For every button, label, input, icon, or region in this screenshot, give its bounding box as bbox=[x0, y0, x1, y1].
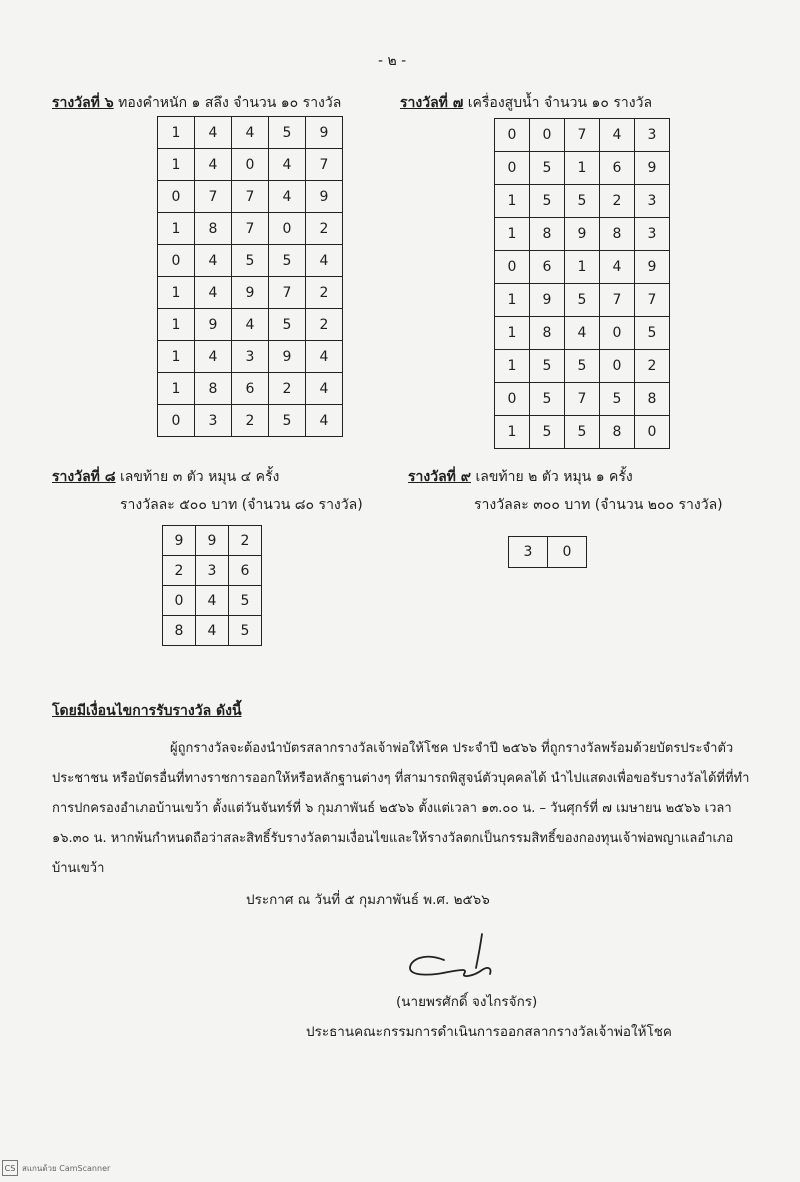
prize9-sub: รางวัลละ ๓๐๐ บาท (จำนวน ๒๐๐ รางวัล) bbox=[474, 497, 723, 513]
table-cell: 8 bbox=[600, 218, 635, 251]
table-row bbox=[495, 218, 670, 251]
table-row bbox=[158, 117, 343, 149]
prize9-desc: เลขท้าย ๒ ตัว หมุน ๑ ครั้ง bbox=[471, 469, 633, 485]
table-cell: 9 bbox=[195, 309, 232, 341]
table-cell: 5 bbox=[635, 317, 670, 350]
prize7-table bbox=[494, 118, 670, 449]
table-cell: 1 bbox=[565, 152, 600, 185]
table-row bbox=[495, 185, 670, 218]
table-cell: 1 bbox=[495, 416, 530, 449]
table-cell: 0 bbox=[495, 119, 530, 152]
table-row bbox=[158, 373, 343, 405]
table-cell: 5 bbox=[530, 350, 565, 383]
table-cell: 5 bbox=[530, 152, 565, 185]
table-cell: 4 bbox=[195, 149, 232, 181]
table-cell: 1 bbox=[495, 350, 530, 383]
conditions-line-1: ผู้ถูกรางวัลจะต้องนำบัตรสลากรางวัลเจ้าพ่อให้โชค ประจำปี ๒๕๖๖ ที่ถูกรางวัลพร้อมด้วยบัตรประจำตัว bbox=[170, 741, 734, 756]
table-cell: 5 bbox=[530, 416, 565, 449]
table-cell: 4 bbox=[195, 245, 232, 277]
table-cell: 4 bbox=[306, 405, 343, 437]
table-row bbox=[158, 405, 343, 437]
camscanner-logo: CS bbox=[2, 1160, 18, 1176]
table-cell: 0 bbox=[495, 383, 530, 416]
table-cell: 8 bbox=[195, 373, 232, 405]
table-cell: 2 bbox=[635, 350, 670, 383]
signature-icon bbox=[404, 930, 496, 982]
table-cell: 0 bbox=[530, 119, 565, 152]
table-cell: 8 bbox=[635, 383, 670, 416]
table-cell: 7 bbox=[232, 213, 269, 245]
table-cell: 5 bbox=[269, 405, 306, 437]
table-cell: 4 bbox=[195, 117, 232, 149]
table-cell: 0 bbox=[158, 181, 195, 213]
prize8-heading bbox=[52, 466, 279, 488]
table-cell: 7 bbox=[600, 284, 635, 317]
table-row bbox=[163, 586, 262, 616]
signer-title: ประธานคณะกรรมการดำเนินการออกสลากรางวัลเจ้าพ่อให้โชค bbox=[306, 1024, 672, 1040]
table-cell: 5 bbox=[229, 586, 262, 616]
table-cell: 2 bbox=[269, 373, 306, 405]
conditions-line-5: บ้านเขว้า bbox=[52, 861, 105, 876]
table-cell: 4 bbox=[306, 373, 343, 405]
table-cell: 4 bbox=[306, 245, 343, 277]
table-cell: 9 bbox=[635, 152, 670, 185]
table-cell: 0 bbox=[163, 586, 196, 616]
table-cell: 7 bbox=[306, 149, 343, 181]
table-cell: 4 bbox=[306, 341, 343, 373]
table-cell: 7 bbox=[565, 383, 600, 416]
table-cell: 9 bbox=[530, 284, 565, 317]
table-cell: 0 bbox=[269, 213, 306, 245]
table-row bbox=[163, 526, 262, 556]
table-cell: 0 bbox=[548, 537, 587, 568]
table-cell: 3 bbox=[196, 556, 229, 586]
table-cell: 4 bbox=[232, 309, 269, 341]
prize8-sub: รางวัลละ ๕๐๐ บาท (จำนวน ๘๐ รางวัล) bbox=[120, 497, 363, 513]
table-cell: 5 bbox=[530, 185, 565, 218]
table-cell: 7 bbox=[232, 181, 269, 213]
table-cell: 5 bbox=[565, 284, 600, 317]
scanner-watermark bbox=[2, 1160, 110, 1176]
table-cell: 5 bbox=[530, 383, 565, 416]
table-row bbox=[158, 341, 343, 373]
prize6-heading bbox=[52, 92, 341, 114]
table-cell: 3 bbox=[232, 341, 269, 373]
table-cell: 5 bbox=[565, 416, 600, 449]
table-cell: 0 bbox=[495, 251, 530, 284]
table-cell: 9 bbox=[196, 526, 229, 556]
table-row bbox=[158, 149, 343, 181]
table-cell: 1 bbox=[158, 341, 195, 373]
table-cell: 4 bbox=[195, 277, 232, 309]
table-row bbox=[495, 317, 670, 350]
prize9-label: รางวัลที่ ๙ bbox=[408, 469, 472, 485]
table-cell: 2 bbox=[600, 185, 635, 218]
table-cell: 4 bbox=[196, 586, 229, 616]
scanner-text: สแกนด้วย CamScanner bbox=[22, 1163, 111, 1173]
table-cell: 1 bbox=[158, 149, 195, 181]
table-cell: 7 bbox=[269, 277, 306, 309]
table-cell: 4 bbox=[600, 251, 635, 284]
conditions-title: โดยมีเงื่อนไขการรับรางวัล ดังนี้ bbox=[52, 703, 242, 719]
prize8-desc: เลขท้าย ๓ ตัว หมุน ๔ ครั้ง bbox=[115, 469, 280, 485]
table-cell: 1 bbox=[158, 309, 195, 341]
table-row bbox=[509, 537, 587, 568]
table-cell: 1 bbox=[158, 117, 195, 149]
table-cell: 4 bbox=[195, 341, 232, 373]
prize6-desc: ทองคำหนัก ๑ สลึง จำนวน ๑๐ รางวัล bbox=[113, 95, 342, 111]
table-cell: 1 bbox=[495, 185, 530, 218]
prize7-label: รางวัลที่ ๗ bbox=[400, 95, 464, 111]
table-cell: 6 bbox=[232, 373, 269, 405]
table-cell: 2 bbox=[306, 213, 343, 245]
prize7-desc: เครื่องสูบน้ำ จำนวน ๑๐ รางวัล bbox=[463, 95, 653, 111]
table-row bbox=[495, 416, 670, 449]
table-cell: 5 bbox=[600, 383, 635, 416]
table-cell: 5 bbox=[269, 245, 306, 277]
prize7-heading bbox=[400, 92, 652, 114]
table-cell: 9 bbox=[269, 341, 306, 373]
table-cell: 3 bbox=[635, 218, 670, 251]
table-cell: 3 bbox=[195, 405, 232, 437]
table-cell: 5 bbox=[565, 350, 600, 383]
table-cell: 4 bbox=[269, 181, 306, 213]
table-cell: 9 bbox=[306, 181, 343, 213]
table-cell: 2 bbox=[163, 556, 196, 586]
table-cell: 7 bbox=[635, 284, 670, 317]
signer-name: (นายพรศักดิ์ จงไกรจักร) bbox=[396, 994, 538, 1010]
table-cell: 4 bbox=[232, 117, 269, 149]
table-cell: 9 bbox=[306, 117, 343, 149]
table-cell: 9 bbox=[565, 218, 600, 251]
table-cell: 0 bbox=[158, 245, 195, 277]
table-cell: 5 bbox=[269, 309, 306, 341]
table-cell: 3 bbox=[509, 537, 548, 568]
table-cell: 6 bbox=[600, 152, 635, 185]
conditions-line-3: การปกครองอำเภอบ้านเขว้า ตั้งแต่วันจันทร์ที่ ๖ กุมภาพันธ์ ๒๕๖๖ ตั้งแต่เวลา ๑๓.๐๐ น. – วันศุกร์ที่ ๗ เมษายน ๒๕๖๖ เวลา bbox=[52, 801, 732, 816]
table-cell: 9 bbox=[635, 251, 670, 284]
conditions-line-4: ๑๖.๓๐ น. หากพ้นกำหนดถือว่าสละสิทธิ์รับรางวัลตามเงื่อนไขและให้รางวัลตกเป็นกรรมสิทธิ์ของกองทุนเจ้าพ่อพญาแลอำเภอ bbox=[52, 831, 734, 846]
table-cell: 8 bbox=[163, 616, 196, 646]
table-cell: 0 bbox=[600, 317, 635, 350]
table-row bbox=[158, 213, 343, 245]
prize6-table bbox=[157, 116, 343, 437]
page-number: - ๒ - bbox=[378, 53, 407, 69]
table-row bbox=[163, 556, 262, 586]
table-cell: 8 bbox=[530, 317, 565, 350]
table-cell: 2 bbox=[229, 526, 262, 556]
table-cell: 0 bbox=[635, 416, 670, 449]
table-cell: 9 bbox=[232, 277, 269, 309]
table-row bbox=[495, 350, 670, 383]
table-cell: 7 bbox=[195, 181, 232, 213]
table-cell: 5 bbox=[269, 117, 306, 149]
table-row bbox=[158, 277, 343, 309]
table-cell: 9 bbox=[163, 526, 196, 556]
table-cell: 1 bbox=[495, 218, 530, 251]
table-cell: 0 bbox=[495, 152, 530, 185]
table-row bbox=[158, 309, 343, 341]
table-cell: 5 bbox=[232, 245, 269, 277]
table-cell: 1 bbox=[565, 251, 600, 284]
table-row bbox=[158, 245, 343, 277]
table-row bbox=[495, 119, 670, 152]
table-cell: 4 bbox=[269, 149, 306, 181]
prize9-table bbox=[508, 536, 587, 568]
table-cell: 2 bbox=[306, 277, 343, 309]
table-cell: 8 bbox=[600, 416, 635, 449]
table-cell: 7 bbox=[565, 119, 600, 152]
table-cell: 1 bbox=[495, 317, 530, 350]
table-row bbox=[495, 251, 670, 284]
table-cell: 1 bbox=[495, 284, 530, 317]
prize8-table bbox=[162, 525, 262, 646]
announce-date: ประกาศ ณ วันที่ ๕ กุมภาพันธ์ พ.ศ. ๒๕๖๖ bbox=[246, 892, 490, 908]
table-cell: 6 bbox=[229, 556, 262, 586]
table-cell: 3 bbox=[635, 185, 670, 218]
table-row bbox=[163, 616, 262, 646]
table-row bbox=[495, 383, 670, 416]
table-cell: 5 bbox=[565, 185, 600, 218]
table-cell: 4 bbox=[600, 119, 635, 152]
table-cell: 0 bbox=[158, 405, 195, 437]
prize9-heading bbox=[408, 466, 633, 488]
prize6-label: รางวัลที่ ๖ bbox=[52, 95, 114, 111]
table-cell: 1 bbox=[158, 277, 195, 309]
table-cell: 2 bbox=[232, 405, 269, 437]
table-cell: 1 bbox=[158, 213, 195, 245]
table-cell: 3 bbox=[635, 119, 670, 152]
table-cell: 8 bbox=[195, 213, 232, 245]
conditions-line-2: ประชาชน หรือบัตรอื่นที่ทางราชการออกให้หรือหลักฐานต่างๆ ที่สามารถพิสูจน์ตัวบุคคลได้ นำไปแสดงเพื่อขอรับรางวัลได้ที่ที่ทำ bbox=[52, 771, 750, 786]
table-row bbox=[158, 181, 343, 213]
table-cell: 4 bbox=[196, 616, 229, 646]
prize8-label: รางวัลที่ ๘ bbox=[52, 469, 116, 485]
table-cell: 1 bbox=[158, 373, 195, 405]
table-cell: 5 bbox=[229, 616, 262, 646]
table-row bbox=[495, 284, 670, 317]
table-cell: 8 bbox=[530, 218, 565, 251]
table-cell: 2 bbox=[306, 309, 343, 341]
table-row bbox=[495, 152, 670, 185]
table-cell: 0 bbox=[600, 350, 635, 383]
table-cell: 0 bbox=[232, 149, 269, 181]
table-cell: 4 bbox=[565, 317, 600, 350]
table-cell: 6 bbox=[530, 251, 565, 284]
